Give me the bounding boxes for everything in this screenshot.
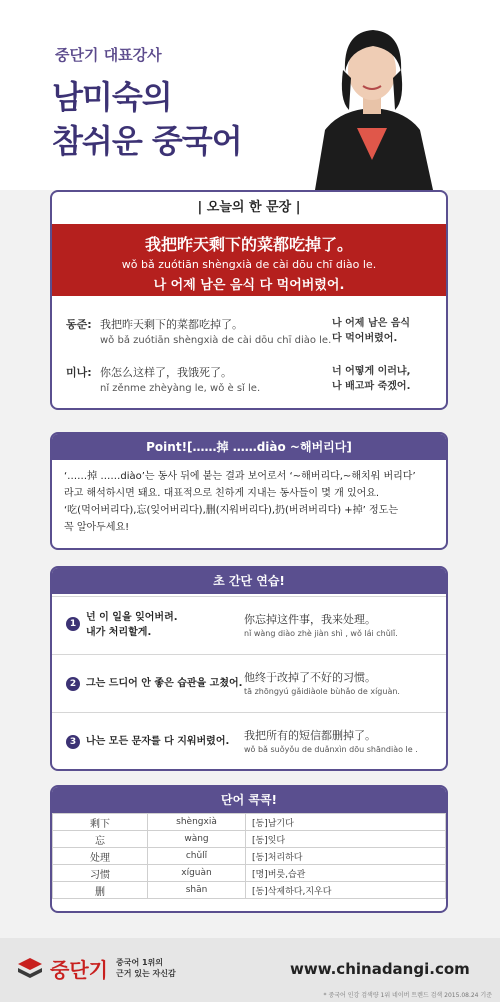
dialogue-korean	[332, 316, 410, 346]
footer	[0, 938, 500, 1002]
vocab-table	[52, 813, 446, 899]
dialogue-korean-line: 너 어떻게 이러냐,	[332, 366, 411, 377]
dialogue-korean-line: 다 먹어버렸어.	[332, 333, 398, 344]
practice-korean	[86, 610, 178, 640]
practice-item	[52, 654, 446, 711]
vocab-row	[53, 848, 446, 865]
practice-number: 1	[66, 617, 80, 631]
dialogue-korean	[332, 364, 410, 394]
vocab-word: 习惯	[53, 865, 148, 882]
vocab-pinyin: wàng	[148, 831, 246, 848]
practice-number: 2	[66, 677, 80, 691]
sentence-tag: | 오늘의 한 문장 |	[197, 200, 301, 215]
dialogue-speaker: 동준:	[66, 318, 92, 331]
dialogue-chinese: 你怎么这样了，我饿死了。	[100, 366, 232, 379]
sentence-chinese: 我把昨天剩下的菜都吃掉了。	[144, 235, 353, 254]
sentence-card	[50, 190, 448, 410]
vocab-pinyin: xíguàn	[148, 865, 246, 882]
vocab-row	[53, 814, 446, 831]
header	[0, 0, 500, 190]
practice-chinese: 你忘掉这件事，我来处理。	[244, 613, 376, 626]
vocab-meaning: [동]잊다	[246, 831, 446, 848]
brand-logo-text: 중단기	[50, 958, 108, 982]
practice-chinese: 他终于改掉了不好的习惯。	[244, 671, 376, 684]
practice-korean-line: 넌 이 일을 잊어버려.	[86, 612, 178, 623]
point-card	[50, 432, 448, 550]
practice-heading: 초 간단 연습!	[52, 568, 446, 594]
header-title-line1: 남미숙의	[52, 78, 172, 116]
practice-pinyin: wǒ bǎ suǒyǒu de duǎnxìn dōu shāndiào le .	[244, 745, 418, 754]
practice-korean-line: 그는 드디어 안 좋은 습관을 고쳤어.	[86, 678, 243, 689]
point-heading: Point![……掉 ……diào ~해버리다]	[52, 434, 446, 460]
vocab-meaning: [동]처리하다	[246, 848, 446, 865]
vocab-meaning: [동]남기다	[246, 814, 446, 831]
practice-korean-line: 내가 처리할게.	[86, 627, 152, 638]
practice-pinyin: nǐ wàng diào zhè jiàn shì , wǒ lái chǔlǐ.	[244, 629, 398, 638]
vocab-word: 忘	[53, 831, 148, 848]
dialogue-chinese: 我把昨天剩下的菜都吃掉了。	[100, 318, 243, 331]
brand-tagline	[116, 957, 176, 979]
dialogue-korean-line: 나 어제 남은 음식	[332, 318, 411, 329]
practice-pinyin: tā zhōngyú gǎidiàole bùhǎo de xíguàn.	[244, 687, 400, 696]
practice-chinese: 我把所有的短信都删掉了。	[244, 729, 376, 742]
dialogue-line	[66, 364, 260, 394]
practice-card	[50, 566, 448, 771]
header-title-line2: 참쉬운 중국어	[52, 122, 242, 160]
footnote: * 중국어 인강 검색량 1위 네이버 트렌드 검색 2015.08.24 기준	[323, 992, 492, 999]
vocab-heading: 단어 콕콕!	[52, 787, 446, 813]
vocab-meaning: [동]삭제하다,지우다	[246, 882, 446, 899]
point-line: ‘吃(먹어버리다),忘(잊어버리다),删(지워버리다),扔(버려버리다) +掉’ 정도는	[64, 505, 399, 516]
vocab-row	[53, 831, 446, 848]
brand-tagline-line: 중국어 1위의	[116, 958, 163, 967]
vocab-card	[50, 785, 448, 913]
point-line: 라고 해석하시면 돼요. 대표적으로 친하게 지내는 동사들이 몇 개 있어요.	[64, 488, 380, 499]
dialogue-speaker: 미나:	[66, 366, 92, 379]
practice-item	[52, 596, 446, 653]
dialogue-pinyin: nǐ zěnme zhèyàng le, wǒ è sǐ le.	[100, 383, 261, 394]
vocab-row	[53, 882, 446, 899]
vocab-word: 剩下	[53, 814, 148, 831]
vocab-pinyin: chǔlǐ	[148, 848, 246, 865]
practice-korean	[86, 734, 229, 749]
brand-tagline-line: 근거 있는 자신감	[116, 969, 176, 978]
practice-item	[52, 712, 446, 769]
vocab-meaning: [명]버릇,습관	[246, 865, 446, 882]
sentence-korean: 나 어제 남은 음식 다 먹어버렸어.	[153, 278, 345, 293]
dialogue-line	[66, 316, 331, 346]
practice-korean-line: 나는 모든 문자를 다 지워버렸어.	[86, 736, 230, 747]
vocab-pinyin: shān	[148, 882, 246, 899]
practice-number: 3	[66, 735, 80, 749]
dialogue-pinyin: wǒ bǎ zuótiān shèngxià de cài dōu chī diào le.	[100, 335, 332, 346]
instructor-portrait	[305, 10, 440, 190]
website-link[interactable]: www.chinadangi.com	[290, 960, 470, 978]
dialogue-korean-line: 나 배고파 죽겠어.	[332, 381, 411, 392]
point-line: 꼭 알아두세요!	[64, 522, 130, 533]
point-body	[52, 460, 446, 544]
vocab-word: 删	[53, 882, 148, 899]
vocab-pinyin: shèngxià	[148, 814, 246, 831]
brand-logo-icon	[16, 956, 44, 982]
sentence-band	[52, 224, 446, 296]
point-line: ‘……掉 ……diào’는 동사 뒤에 붙는 결과 보어로서 ‘~해버리다,~해치워 버리다’	[64, 471, 416, 482]
sentence-pinyin: wǒ bǎ zuótiān shèngxià de cài dōu chī diào le.	[121, 258, 377, 271]
vocab-row	[53, 865, 446, 882]
practice-korean	[86, 676, 242, 691]
header-subtitle: 중단기 대표강사	[55, 46, 162, 64]
vocab-word: 处理	[53, 848, 148, 865]
